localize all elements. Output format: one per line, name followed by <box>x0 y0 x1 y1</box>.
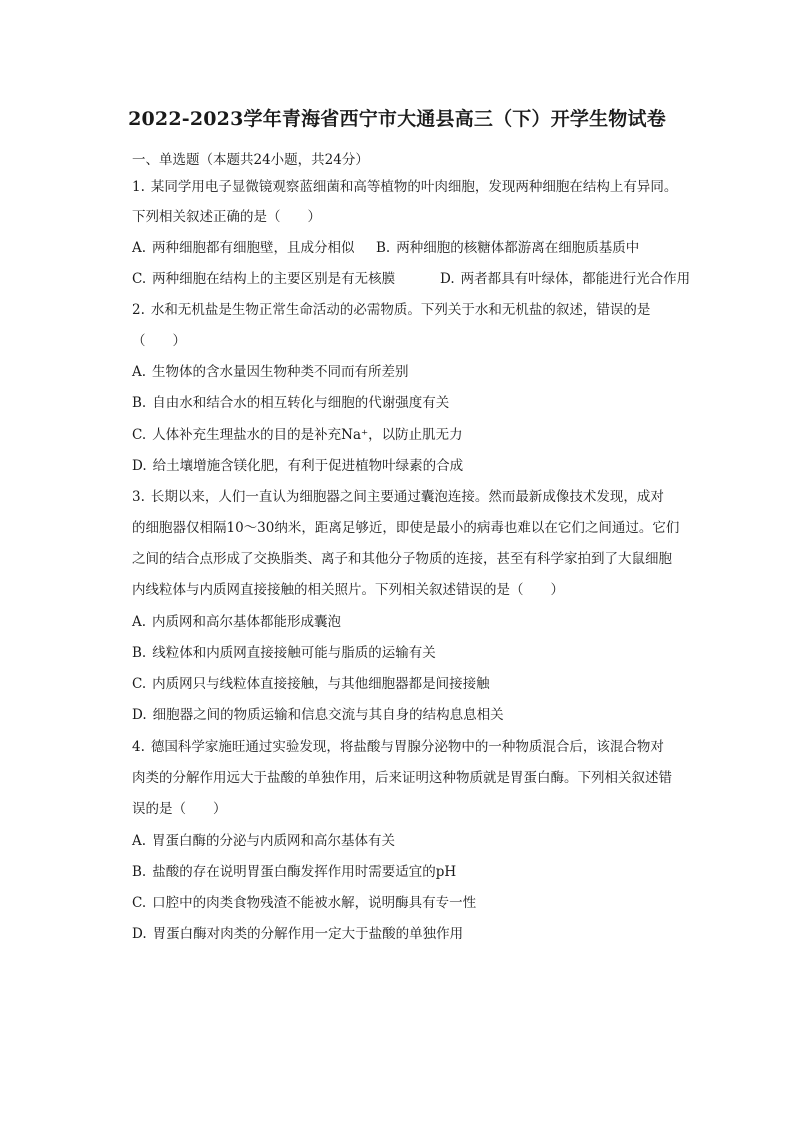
question-2-stem-line-1: 2. 水和无机盐是生物正常生命活动的必需物质。下列关于水和无机盐的叙述，错误的是 <box>132 302 651 318</box>
question-number: 1. <box>132 179 145 195</box>
question-2-option-a: A. 生物体的含水量因生物种类不同而有所差别 <box>132 364 409 380</box>
question-4-option-c: C. 口腔中的肉类食物残渣不能被水解，说明酶具有专一性 <box>132 895 477 911</box>
question-4-stem-line-1: 4. 德国科学家施旺通过实验发现，将盐酸与胃腺分泌物中的一种物质混合后，该混合物对 <box>132 739 664 755</box>
question-1-stem-line-1: 1. 某同学用电子显微镜观察蓝细菌和高等植物的叶肉细胞，发现两种细胞在结构上有异同。 <box>132 179 678 195</box>
question-4-stem-line-3: 误的是（ ） <box>132 801 227 817</box>
question-2-option-b: B. 自由水和结合水的相互转化与细胞的代谢强度有关 <box>132 395 450 411</box>
section-heading: 一、单选题（本题共24小题，共24分） <box>132 152 369 168</box>
question-1-option-d: D. 两者都具有叶绿体，都能进行光合作用 <box>440 271 691 287</box>
question-2-option-c: C. 人体补充生理盐水的目的是补充Na⁺，以防止肌无力 <box>132 427 463 443</box>
question-3-stem-line-3: 之间的结合点形成了交换脂类、离子和其他分子物质的连接，甚至有科学家拍到了大鼠细胞 <box>132 551 672 567</box>
question-4-option-b: B. 盐酸的存在说明胃蛋白酶发挥作用时需要适宜的pH <box>132 864 457 880</box>
question-4-option-a: A. 胃蛋白酶的分泌与内质网和高尔基体有关 <box>132 833 396 849</box>
question-3-stem-line-4: 内线粒体与内质网直接接触的相关照片。下列相关叙述错误的是（ ） <box>132 582 564 598</box>
question-1-option-b: B. 两种细胞的核糖体都游离在细胞质基质中 <box>376 240 640 256</box>
question-1-stem-line-2: 下列相关叙述正确的是（ ） <box>132 209 321 225</box>
question-1-option-a: A. 两种细胞都有细胞壁，且成分相似 <box>132 240 355 256</box>
question-4-option-d: D. 胃蛋白酶对肉类的分解作用一定大于盐酸的单独作用 <box>132 926 464 942</box>
question-1-option-c: C. 两种细胞在结构上的主要区别是有无核膜 <box>132 271 396 287</box>
question-3-option-c: C. 内质网只与线粒体直接接触，与其他细胞器都是间接接触 <box>132 676 490 692</box>
question-2-stem-line-2: （ ） <box>132 333 186 349</box>
question-number: 3. <box>132 489 145 505</box>
exam-title: 2022-2023学年青海省西宁市大通县高三（下）开学生物试卷 <box>128 108 666 130</box>
question-3-stem-line-1: 3. 长期以来，人们一直认为细胞器之间主要通过囊泡连接。然而最新成像技术发现，成对 <box>132 489 664 505</box>
question-4-stem-line-2: 肉类的分解作用远大于盐酸的单独作用，后来证明这种物质就是胃蛋白酶。下列相关叙述错 <box>132 770 672 786</box>
question-3-stem-line-2: 的细胞器仅相隔10～30纳米，距离足够近，即使是最小的病毒也难以在它们之间通过。它们 <box>132 520 680 536</box>
question-3-option-a: A. 内质网和高尔基体都能形成囊泡 <box>132 614 342 630</box>
question-number: 4. <box>132 739 145 755</box>
question-3-option-d: D. 细胞器之间的物质运输和信息交流与其自身的结构息息相关 <box>132 707 504 723</box>
question-2-option-d: D. 给土壤增施含镁化肥，有利于促进植物叶绿素的合成 <box>132 458 464 474</box>
question-number: 2. <box>132 302 145 318</box>
question-3-option-b: B. 线粒体和内质网直接接触可能与脂质的运输有关 <box>132 645 436 661</box>
